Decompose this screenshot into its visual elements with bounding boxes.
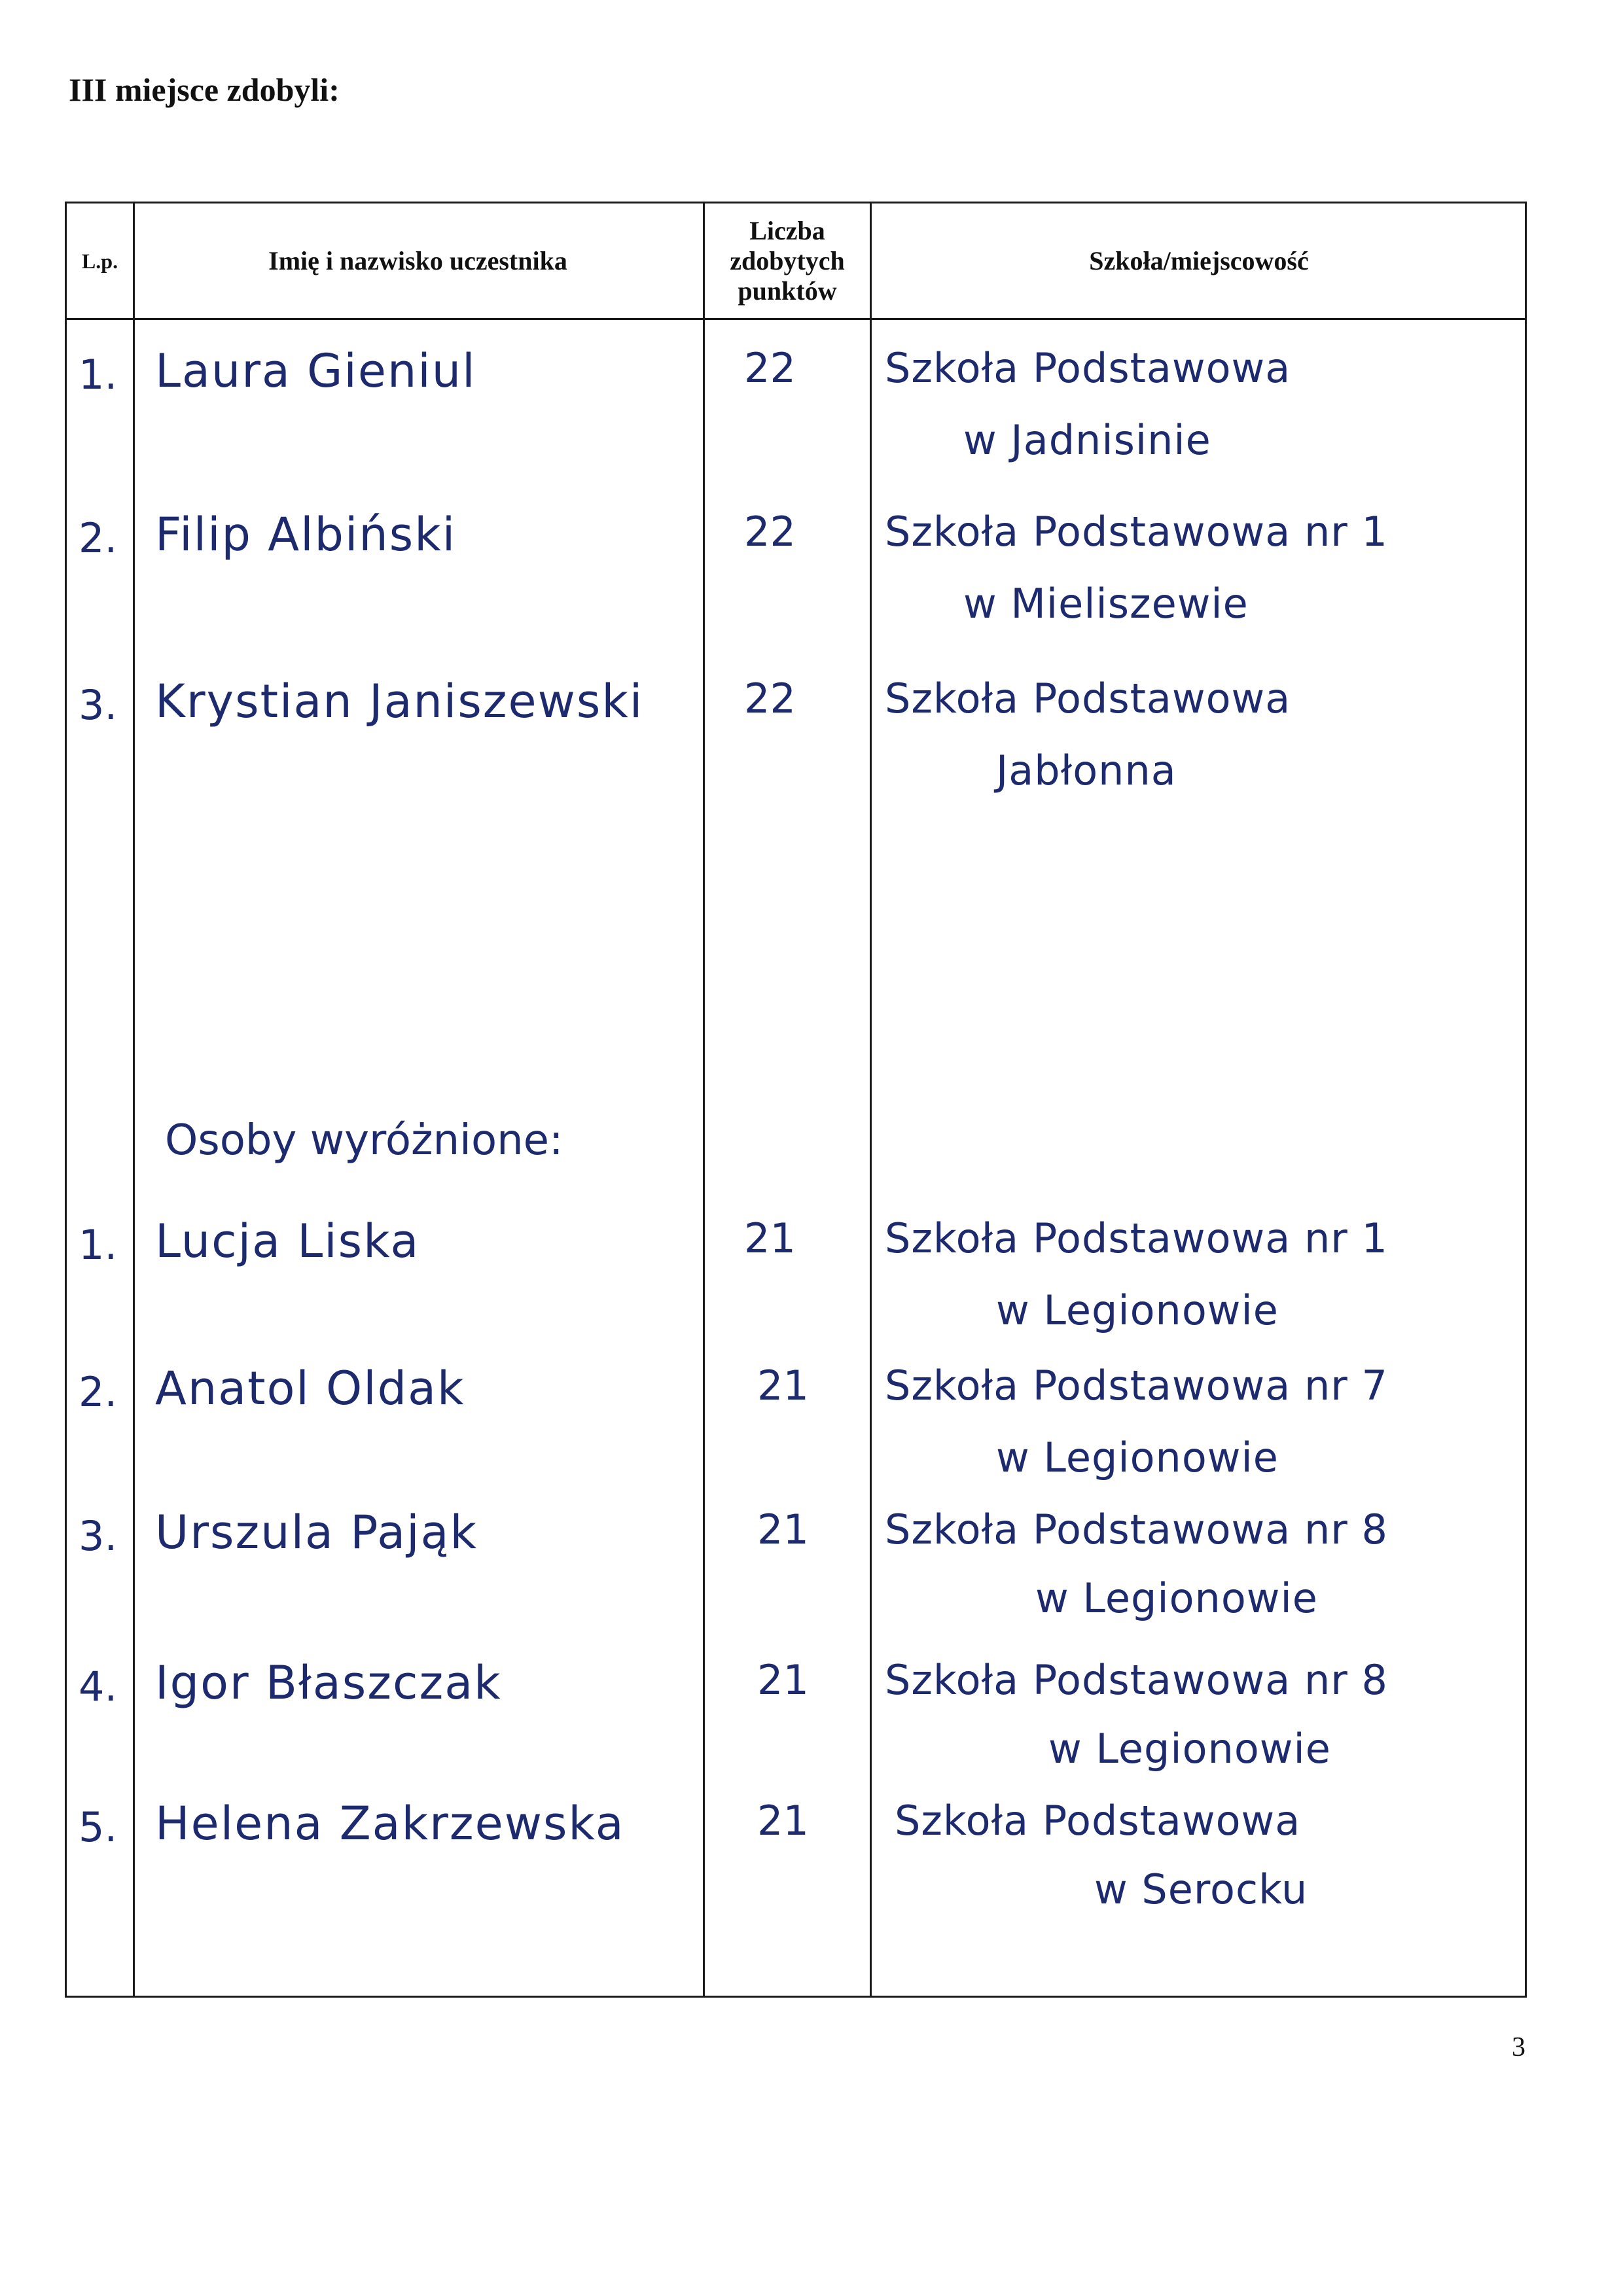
header-divider (67, 318, 1525, 320)
school-name: Szkoła Podstawowa nr 8 (885, 1506, 1388, 1553)
honorable-mentions-heading: Osoby wyróżnione: (165, 1116, 563, 1165)
participant-name: Urszula Pająk (155, 1506, 478, 1559)
school-name: Szkoła Podstawowa nr 8 (885, 1656, 1388, 1704)
participant-name: Helena Zakrzewska (155, 1797, 625, 1850)
row-number: 2. (79, 1368, 118, 1416)
participant-name: Igor Błaszczak (155, 1656, 502, 1710)
school-location: w Mieliszewie (963, 580, 1249, 627)
row-number: 2. (79, 514, 118, 562)
school-location: w Legionowie (996, 1434, 1279, 1481)
page-number: 3 (1512, 2032, 1525, 2062)
school-name: Szkoła Podstawowa (885, 344, 1291, 392)
participant-points: 21 (757, 1506, 809, 1553)
participant-name: Lucja Liska (155, 1214, 420, 1268)
column-divider (133, 203, 135, 1996)
row-number: 3. (79, 1512, 118, 1560)
participant-points: 21 (757, 1362, 809, 1409)
participant-name: Filip Albiński (155, 508, 457, 561)
school-location: Jabłonna (996, 747, 1177, 794)
participant-points: 21 (757, 1656, 809, 1704)
row-number: 3. (79, 681, 118, 729)
header-points: Liczba zdobytych punktów (730, 215, 845, 306)
school-location: w Legionowie (996, 1286, 1279, 1334)
school-location: w Legionowie (1035, 1574, 1318, 1622)
participant-points: 21 (744, 1214, 796, 1262)
participant-points: 22 (744, 675, 796, 722)
school-name: Szkoła Podstawowa (885, 675, 1291, 722)
column-divider (870, 203, 872, 1996)
row-number: 5. (79, 1803, 118, 1851)
participant-points: 22 (744, 344, 796, 392)
school-name: Szkoła Podstawowa nr 1 (885, 1214, 1388, 1262)
row-number: 1. (79, 1221, 118, 1269)
participant-points: 21 (757, 1797, 809, 1845)
header-lp: L.p. (81, 249, 118, 273)
header-school: Szkoła/miejscowość (1089, 245, 1309, 275)
row-number: 1. (79, 351, 118, 398)
school-location: w Serocku (1094, 1865, 1308, 1913)
school-name: Szkoła Podstawowa nr 7 (885, 1362, 1388, 1409)
school-name: Szkoła Podstawowa nr 1 (885, 508, 1388, 556)
participant-name: Anatol Oldak (155, 1362, 465, 1415)
column-divider (703, 203, 705, 1996)
school-location: w Legionowie (1048, 1725, 1331, 1773)
participant-name: Krystian Janiszewski (155, 675, 644, 728)
header-name: Imię i nazwisko uczestnika (268, 245, 567, 275)
participant-points: 22 (744, 508, 796, 556)
section-heading: III miejsce zdobyli: (69, 71, 340, 108)
results-table (65, 202, 1527, 1998)
school-name: Szkoła Podstawowa (895, 1797, 1301, 1845)
participant-name: Laura Gieniul (155, 344, 476, 398)
row-number: 4. (79, 1663, 118, 1710)
school-location: w Jadnisinie (963, 416, 1211, 464)
